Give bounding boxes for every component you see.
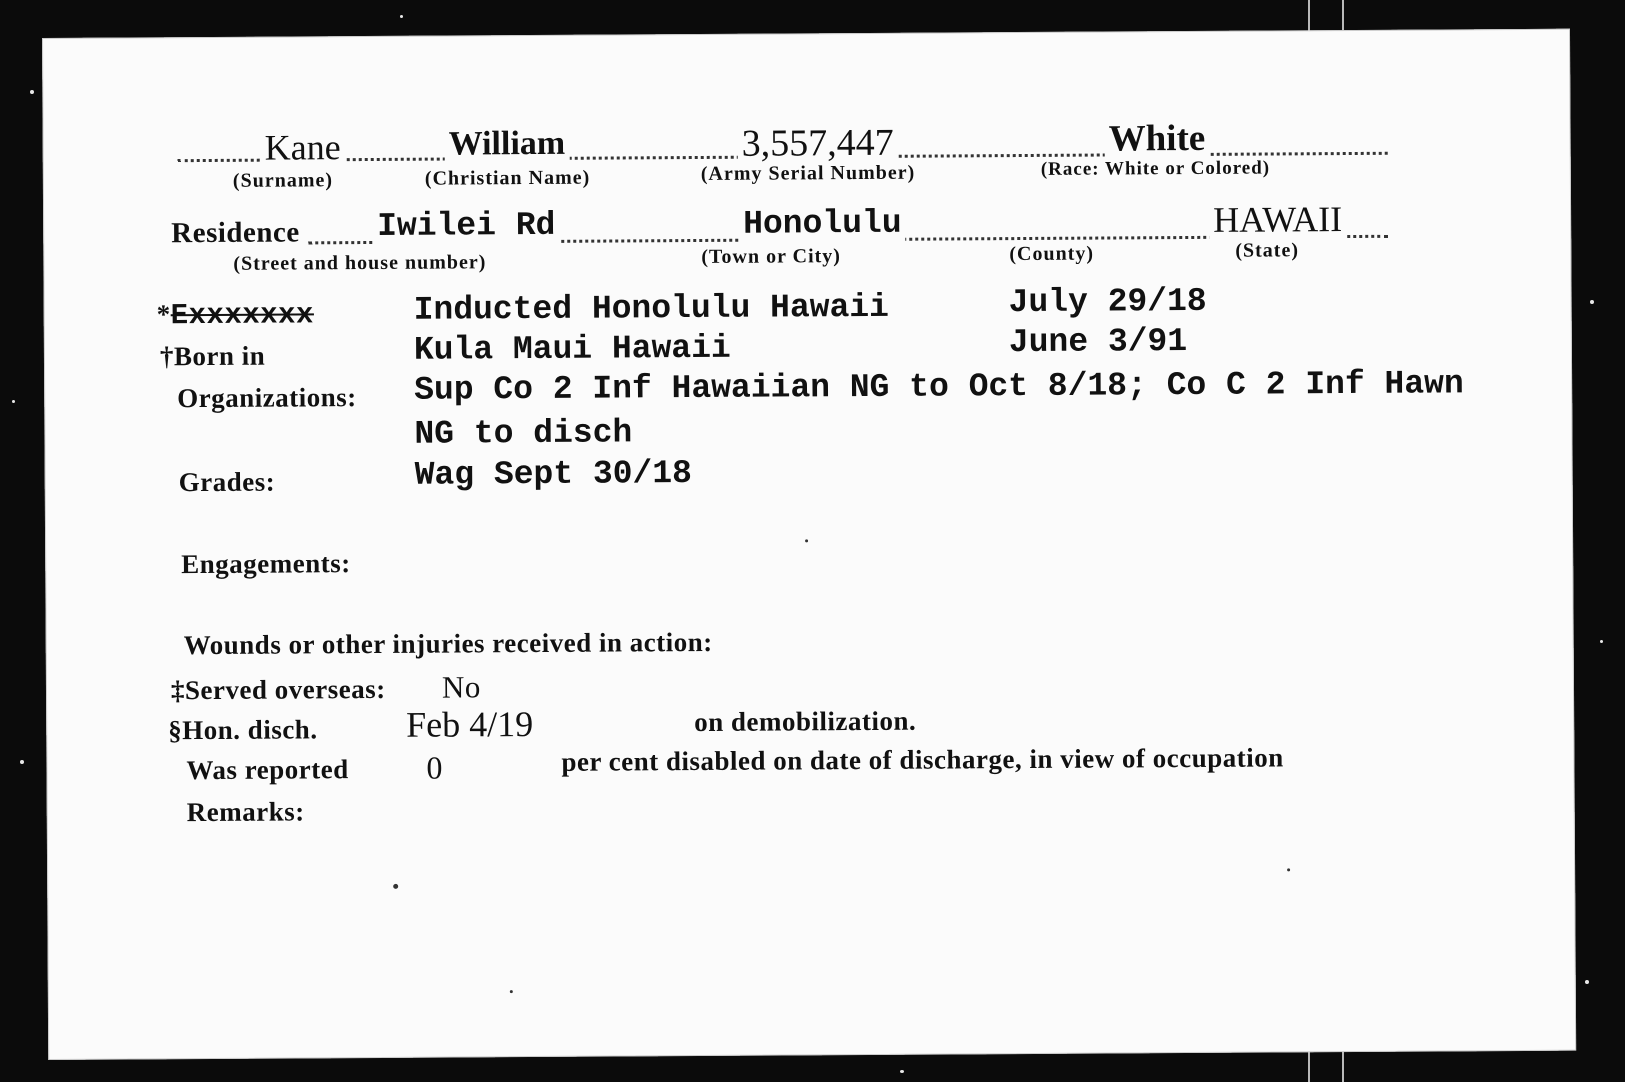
film-grain — [1590, 300, 1594, 304]
caption-street: (Street and house number) — [233, 251, 487, 275]
film-grain — [30, 90, 34, 94]
enlisted-label: *Exxxxxxx — [156, 298, 315, 333]
inducted-date: July 29/18 — [1008, 282, 1207, 322]
remarks-label: Remarks: — [186, 796, 305, 828]
surname-value: Kane — [261, 126, 345, 169]
served-overseas-value: No — [441, 669, 481, 705]
caption-christian-name: (Christian Name) — [424, 166, 591, 190]
reported-suffix: per cent disabled on date of discharge, in view of occupation — [561, 742, 1284, 777]
organizations-line-2: NG to disch — [414, 414, 633, 453]
residence-state: HAWAII — [1209, 198, 1346, 241]
engagements-label: Engagements: — [181, 548, 351, 580]
ink-speck — [805, 539, 808, 542]
reported-value: 0 — [426, 749, 444, 786]
grades-label: Grades: — [178, 466, 276, 498]
ink-speck — [393, 884, 398, 889]
film-grain — [400, 15, 403, 18]
enlisted-struck-text: Exxxxxxx — [170, 298, 315, 333]
discharge-label: §Hon. disch. — [168, 714, 318, 746]
caption-state: (State) — [1235, 239, 1300, 262]
residence-label: Residence — [171, 216, 304, 250]
served-overseas-label: ‡Served overseas: — [170, 673, 386, 706]
discharge-date: Feb 4/19 — [406, 704, 534, 745]
caption-county: (County) — [1009, 242, 1095, 266]
born-place: Kula Maui Hawaii — [413, 329, 731, 369]
organizations-line-1: Sup Co 2 Inf Hawaiian NG to Oct 8/18; Co C 2 Inf Hawn — [414, 365, 1464, 409]
film-grain — [1585, 980, 1589, 984]
caption-race: (Race: White or Colored) — [1040, 157, 1271, 180]
born-date: June 3/91 — [1008, 323, 1188, 362]
caption-surname: (Surname) — [232, 169, 334, 192]
film-grain — [1600, 640, 1603, 643]
caption-town: (Town or City) — [701, 245, 841, 268]
inducted-value: Inducted Honolulu Hawaii — [413, 288, 890, 329]
film-grain — [12, 400, 15, 403]
grades-value: Wag Sept 30/18 — [414, 455, 693, 494]
organizations-label: Organizations: — [177, 382, 357, 414]
born-label: †Born in — [159, 340, 266, 372]
reported-label: Was reported — [186, 754, 349, 786]
residence-street: Iwilei Rd — [373, 207, 559, 245]
christian-name-value: William — [445, 125, 570, 164]
film-grain — [20, 760, 24, 764]
race-value: White — [1105, 117, 1210, 161]
ink-speck — [510, 990, 513, 993]
film-grain — [900, 1070, 904, 1073]
ink-speck — [1287, 868, 1290, 871]
wounds-label: Wounds or other injuries received in action: — [183, 626, 713, 661]
serial-number-value: 3,557,447 — [738, 121, 898, 166]
service-record-card — [42, 29, 1576, 1060]
caption-serial-number: (Army Serial Number) — [700, 161, 916, 185]
residence-town: Honolulu — [739, 205, 906, 243]
discharge-suffix: on demobilization. — [694, 705, 917, 738]
